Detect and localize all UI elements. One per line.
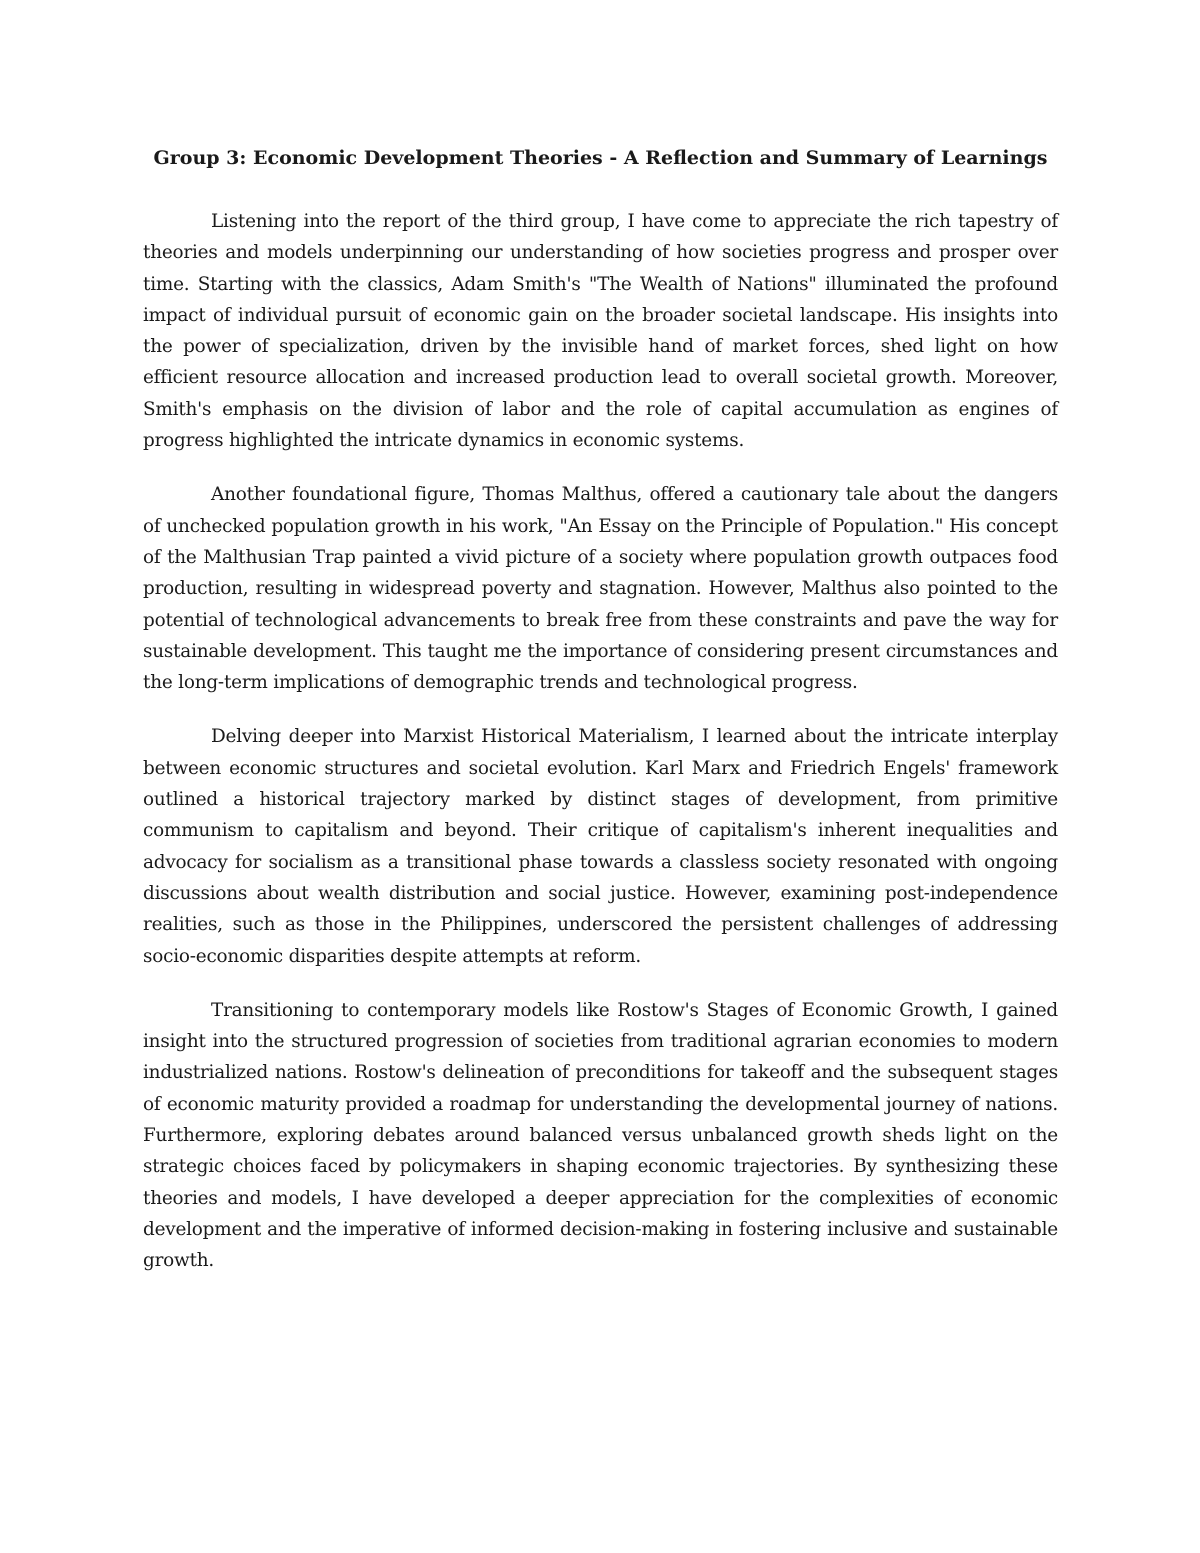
- document-title: Group 3: Economic Development Theories - A Reflection and Summary of Learnings: [153, 147, 1048, 169]
- paragraph-marxist-materialism: Delving deeper into Marxist Historical Materialism, I learned about the intricate interplay between economic structures and societal evolution. Karl Marx and Friedrich Engels' framework outlined a historical trajectory marked by distinct stages of development, from primitive communism to capitalism and beyond. Their critique of capitalism's inherent inequalities and advocacy for socialism as a transitional phase towards a classless society resonated with ongoing discussions about wealth distribution and social justice. However, examining post-independence realities, such as those in the Philippines, underscored the persistent challenges of addressing socio-economic disparities despite attempts at reform.: [143, 726, 1058, 967]
- paragraph-adam-smith: Listening into the report of the third group, I have come to appreciate the rich tapestry of theories and models underpinning our understanding of how societies progress and prosper over time. Starting with the classics, Adam Smith's "The Wealth of Nations" illuminated the profound impact of individual pursuit of economic gain on the broader societal landscape. His insights into the power of specialization, driven by the invisible hand of market forces, shed light on how efficient resource allocation and increased production lead to overall societal growth. Moreover, Smith's emphasis on the division of labor and the role of capital accumulation as engines of progress highlighted the intricate dynamics in economic systems.: [143, 211, 1058, 452]
- paragraph-malthus: Another foundational figure, Thomas Malthus, offered a cautionary tale about the dangers of unchecked population growth in his work, "An Essay on the Principle of Population." His concept of the Malthusian Trap painted a vivid picture of a society where population growth outpaces food production, resulting in widespread poverty and stagnation. However, Malthus also pointed to the potential of technological advancements to break free from these constraints and pave the way for sustainable development. This taught me the importance of considering present circumstances and the long-term implications of demographic trends and technological progress.: [143, 484, 1058, 694]
- paragraph-rostow: Transitioning to contemporary models like Rostow's Stages of Economic Growth, I gained insight into the structured progression of societies from traditional agrarian economies to modern industrialized nations. Rostow's delineation of preconditions for takeoff and the subsequent stages of economic maturity provided a roadmap for understanding the developmental journey of nations. Furthermore, exploring debates around balanced versus unbalanced growth sheds light on the strategic choices faced by policymakers in shaping economic trajectories. By synthesizing these theories and models, I have developed a deeper appreciation for the complexities of economic development and the imperative of informed decision-making in fostering inclusive and sustainable growth.: [143, 999, 1058, 1272]
- document-page: [143, 140, 1058, 1300]
